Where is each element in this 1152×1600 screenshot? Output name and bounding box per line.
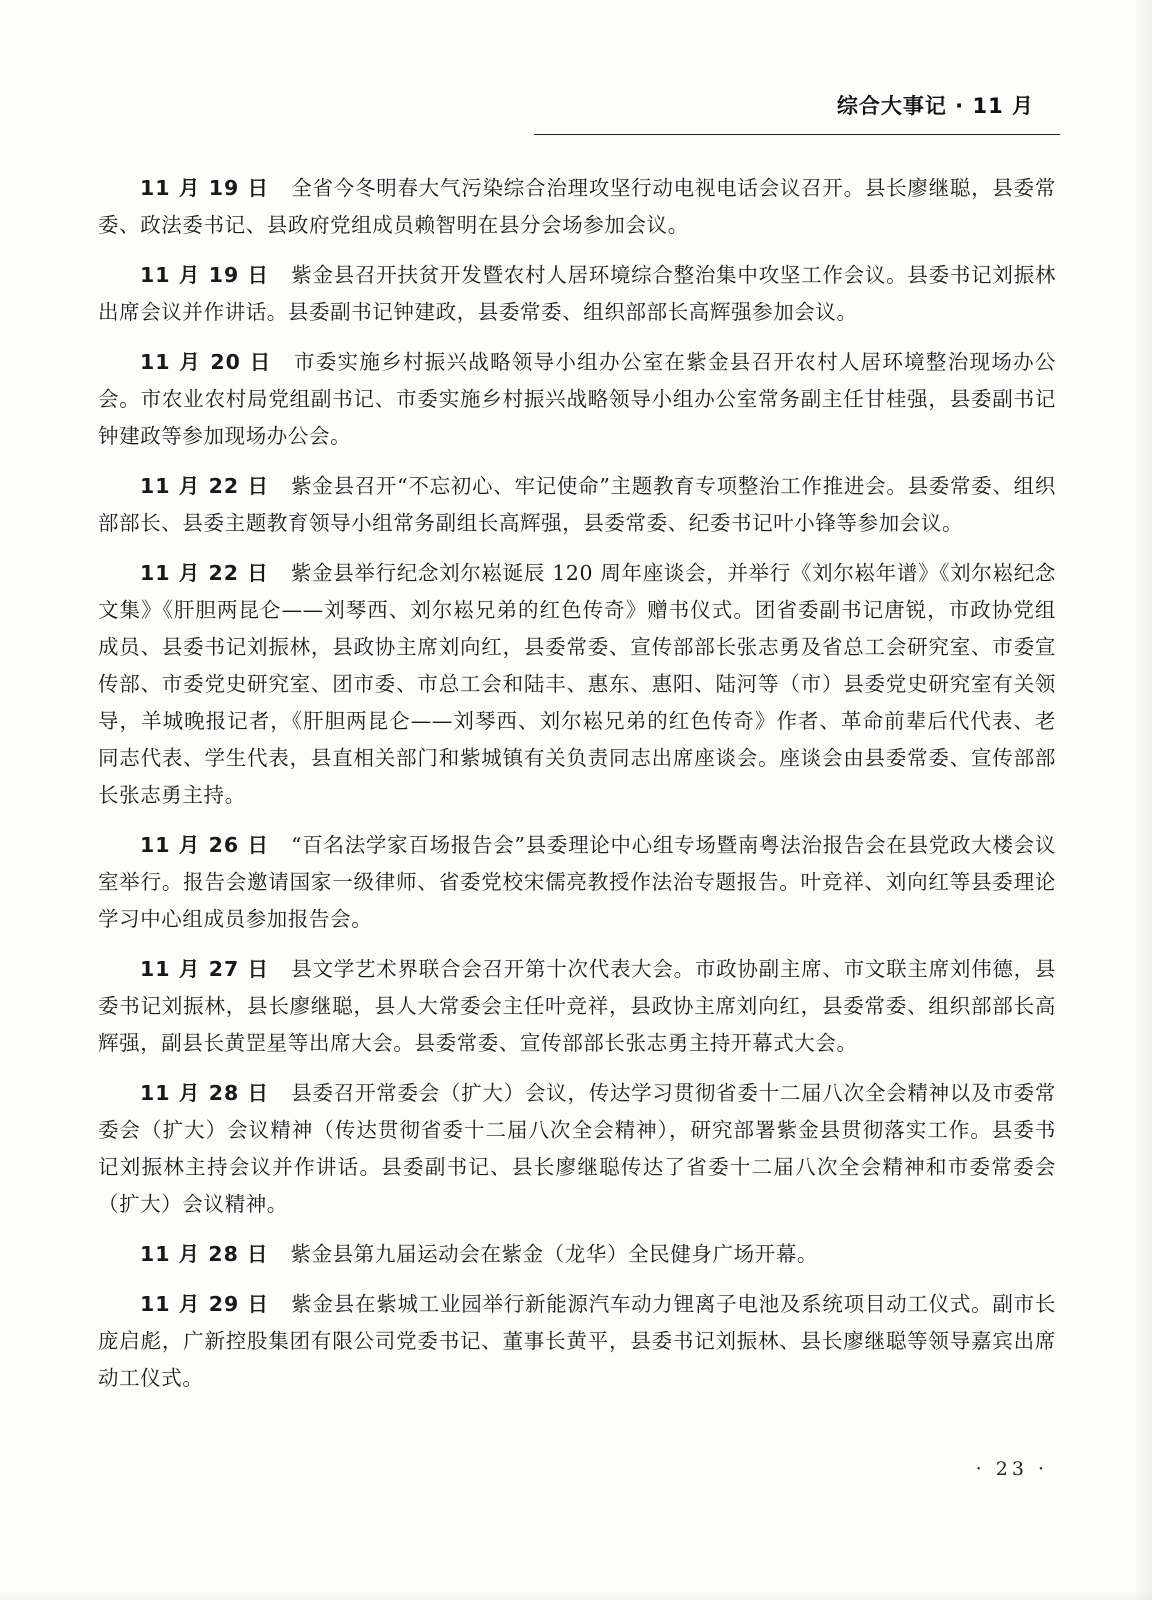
entry-date: 11 月 29 日 [140, 1292, 270, 1316]
entry-text: 县文学艺术界联合会召开第十次代表大会。市政协副主席、市文联主席刘伟德，县委书记刘振林，县长廖继聪，县人大常委会主任叶竞祥，县政协主席刘向红，县委常委、组织部部长高辉强，副县长黄罡星等出席大会。县委常委、宣传部部长张志勇主持开幕式大会。 [98, 957, 1056, 1055]
entry-date: 11 月 22 日 [140, 561, 269, 585]
entry-text: 紫金县召开“不忘初心、牢记使命”主题教育专项整治工作推进会。县委常委、组织部部长、县委主题教育领导小组常务副组长高辉强，县委常委、纪委书记叶小锋等参加会议。 [98, 474, 1056, 535]
chronicle-entry [98, 170, 1056, 244]
header-rule [534, 134, 1060, 135]
entry-date: 11 月 27 日 [140, 957, 270, 981]
scan-shadow [0, 1590, 1152, 1600]
entry-date: 11 月 28 日 [140, 1242, 269, 1266]
entry-text: 市委实施乡村振兴战略领导小组办公室在紫金县召开农村人居环境整治现场办公会。市农业农村局党组副书记、市委实施乡村振兴战略领导小组办公室常务副主任甘桂强，县委副书记钟建政等参加现场办公会。 [98, 350, 1057, 448]
entry-date: 11 月 19 日 [140, 263, 270, 287]
scan-shadow [1134, 0, 1152, 1600]
chronicle-entry [98, 1075, 1056, 1223]
entry-date: 11 月 26 日 [140, 833, 270, 857]
chronicle-entry [98, 257, 1056, 331]
entry-date: 11 月 22 日 [140, 474, 270, 498]
page-number: · 23 · [975, 1458, 1048, 1480]
entry-date: 11 月 28 日 [140, 1081, 270, 1105]
entry-text: 紫金县在紫城工业园举行新能源汽车动力锂离子电池及系统项目动工仪式。副市长庞启彪，广新控股集团有限公司党委书记、董事长黄平，县委书记刘振林、县长廖继聪等领导嘉宾出席动工仪式。 [98, 1292, 1056, 1390]
entry-date: 11 月 19 日 [140, 176, 270, 200]
chronicle-entry [98, 344, 1056, 455]
entry-date: 11 月 20 日 [140, 350, 272, 374]
entry-text: 全省今冬明春大气污染综合治理攻坚行动电视电话会议召开。县长廖继聪，县委常委、政法委书记、县政府党组成员赖智明在县分会场参加会议。 [98, 176, 1056, 237]
entry-text: “百名法学家百场报告会”县委理论中心组专场暨南粤法治报告会在县党政大楼会议室举行。报告会邀请国家一级律师、省委党校宋儒亮教授作法治专题报告。叶竞祥、刘向红等县委理论学习中心组成员参加报告会。 [98, 833, 1056, 931]
entry-text: 县委召开常委会（扩大）会议，传达学习贯彻省委十二届八次全会精神以及市委常委会（扩大）会议精神（传达贯彻省委十二届八次全会精神），研究部署紫金县贯彻落实工作。县委书记刘振林主持会议并作讲话。县委副书记、县长廖继聪传达了省委十二届八次全会精神和市委常委会（扩大）会议精神。 [98, 1081, 1056, 1216]
chronicle-entry [98, 555, 1056, 814]
chronicle-entry [98, 1286, 1056, 1397]
chronicle-entry [98, 951, 1056, 1062]
chronicle-entries [98, 170, 1056, 1410]
chronicle-entry [98, 827, 1056, 938]
entry-text: 紫金县召开扶贫开发暨农村人居环境综合整治集中攻坚工作会议。县委书记刘振林出席会议并作讲话。县委副书记钟建政，县委常委、组织部部长高辉强参加会议。 [98, 263, 1056, 324]
entry-text: 紫金县举行纪念刘尔崧诞辰 120 周年座谈会，并举行《刘尔崧年谱》《刘尔崧纪念文集》《肝胆两昆仑——刘琴西、刘尔崧兄弟的红色传奇》赠书仪式。团省委副书记唐锐，市政协党组成员、县委书记刘振林，县政协主席刘向红，县委常委、宣传部部长张志勇及省总工会研究室、市委宣传部、市委党史研究室、团市委、市总工会和陆丰、惠东、惠阳、陆河等（市）县委党史研究室有关领导，羊城晚报记者，《肝胆两昆仑——刘琴西、刘尔崧兄弟的红色传奇》作者、革命前辈后代代表、老同志代表、学生代表，县直相关部门和紫城镇有关负责同志出席座谈会。座谈会由县委常委、宣传部部长张志勇主持。 [98, 561, 1056, 807]
entry-text: 紫金县第九届运动会在紫金（龙华）全民健身广场开幕。 [290, 1242, 818, 1266]
chronicle-entry [98, 1236, 1056, 1273]
chronicle-entry [98, 468, 1056, 542]
running-head: 综合大事记 · 11 月 [836, 94, 1034, 118]
